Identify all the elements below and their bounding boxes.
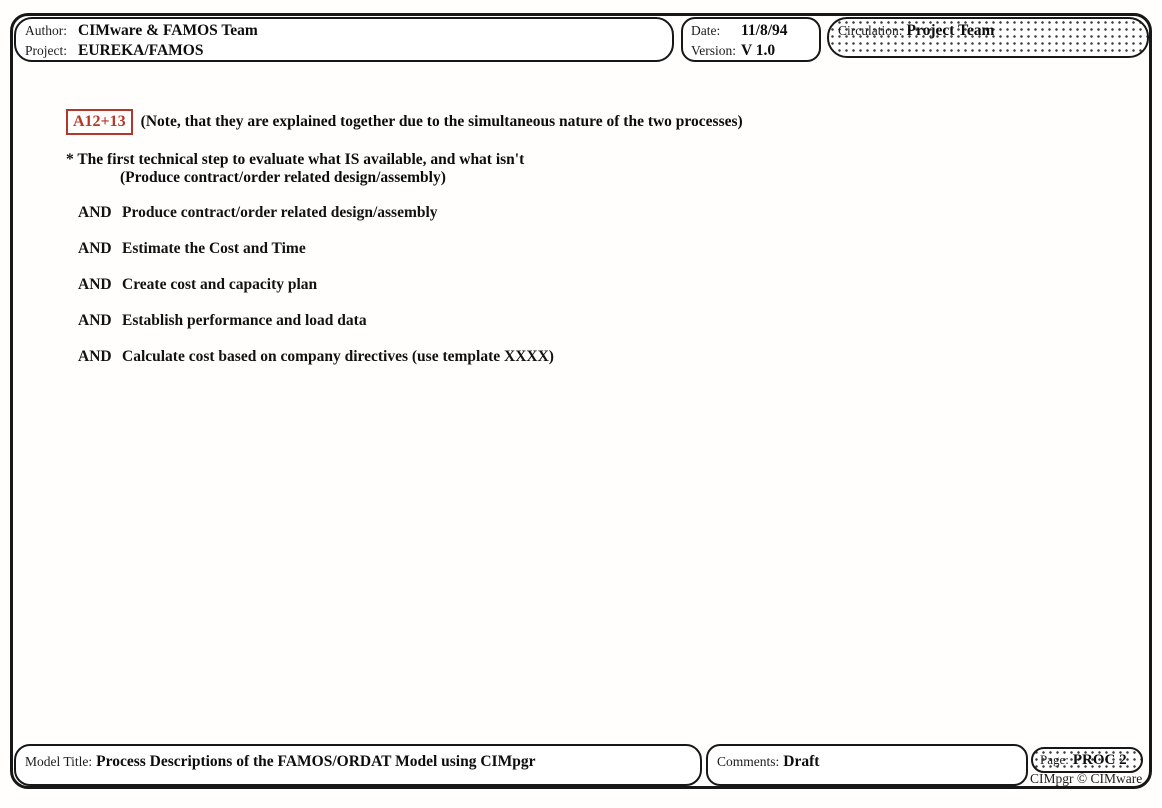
- and-item-text: Establish performance and load data: [122, 312, 367, 329]
- author-project-box: [14, 17, 674, 62]
- and-keyword: AND: [78, 348, 112, 365]
- process-id-badge: A12+13: [66, 109, 133, 135]
- circulation-label: Circulation:: [838, 23, 903, 38]
- and-item: [78, 348, 554, 366]
- page-value: PROC 2: [1072, 752, 1127, 768]
- comments-box: [706, 744, 1028, 786]
- and-keyword: AND: [78, 276, 112, 293]
- and-keyword: AND: [78, 312, 112, 329]
- version-value: V 1.0: [741, 42, 776, 59]
- version-label: Version:: [691, 43, 736, 58]
- model-title-label: Model Title:: [25, 754, 93, 769]
- and-item: [78, 204, 554, 222]
- version-row: [691, 41, 819, 61]
- author-value: CIMware & FAMOS Team: [78, 22, 258, 39]
- and-keyword: AND: [78, 204, 112, 221]
- date-label: Date:: [691, 23, 721, 38]
- copyright-text: CIMpgr © CIMware: [1030, 771, 1143, 786]
- and-item: [78, 276, 554, 294]
- model-title-value: Process Descriptions of the FAMOS/ORDAT Model using CIMpgr: [96, 753, 536, 770]
- comments-label: Comments:: [717, 754, 780, 769]
- author-label: Author:: [25, 23, 67, 38]
- date-row: [691, 21, 819, 41]
- model-title-box: [14, 744, 702, 786]
- intro-subline: (Produce contract/order related design/assembly): [120, 169, 446, 186]
- comments-value: Draft: [783, 753, 820, 770]
- process-note: (Note, that they are explained together due to the simultaneous nature of the two processes): [140, 113, 743, 130]
- and-item-text: Calculate cost based on company directives (use template XXXX): [122, 348, 554, 365]
- and-item: [78, 240, 554, 258]
- and-item-text: Estimate the Cost and Time: [122, 240, 306, 257]
- page-box: [1031, 747, 1143, 773]
- intro-line: * The first technical step to evaluate what IS available, and what isn't: [66, 151, 525, 168]
- and-item-text: Create cost and capacity plan: [122, 276, 318, 293]
- and-keyword: AND: [78, 240, 112, 257]
- and-item-text: Produce contract/order related design/assembly: [122, 204, 438, 221]
- author-row: [25, 21, 672, 41]
- project-row: [25, 41, 672, 61]
- date-version-box: [681, 17, 821, 62]
- project-value: EUREKA/FAMOS: [78, 42, 204, 59]
- circulation-box: [827, 17, 1149, 58]
- date-value: 11/8/94: [741, 22, 788, 39]
- page-label: Page:: [1040, 752, 1069, 767]
- circulation-value: Project Team: [906, 22, 995, 39]
- process-id-line: [66, 109, 743, 135]
- and-list: [78, 204, 554, 384]
- and-item: [78, 312, 554, 330]
- project-label: Project:: [25, 43, 67, 58]
